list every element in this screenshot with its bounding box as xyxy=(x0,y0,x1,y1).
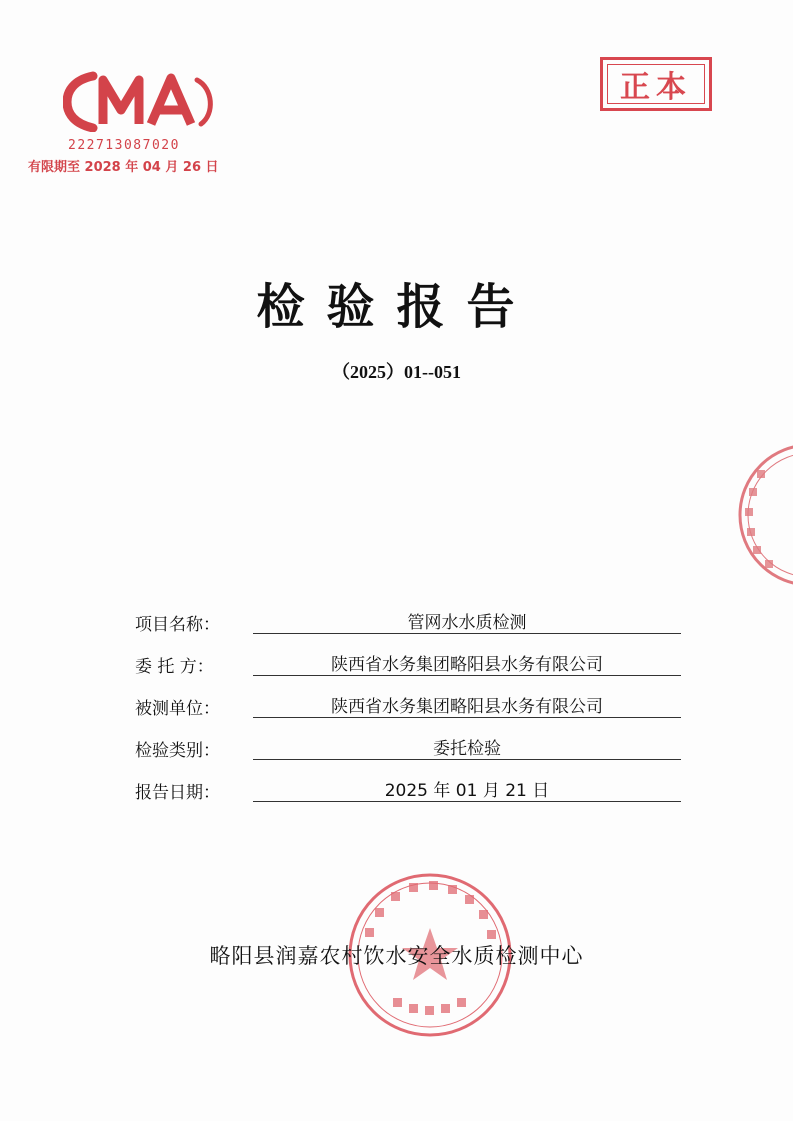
field-row xyxy=(135,726,695,768)
original-copy-text: 正本 xyxy=(620,70,692,105)
field-label: 项目名称： xyxy=(135,615,220,635)
field-label: 被测单位： xyxy=(135,699,220,719)
field-underline xyxy=(253,675,681,676)
field-row xyxy=(135,768,695,810)
cma-validity-text: 有限期至 2028 年 04 月 26 日 xyxy=(28,160,219,175)
organization-name: 略阳县润嘉农村饮水安全水质检测中心 xyxy=(209,944,584,968)
field-label: 检验类别： xyxy=(135,741,220,761)
report-info-fields xyxy=(135,600,695,810)
field-value: 陕西省水务集团略阳县水务有限公司 xyxy=(331,655,603,675)
field-underline xyxy=(253,717,681,718)
field-value: 管网水水质检测 xyxy=(407,613,527,633)
field-underline xyxy=(253,633,681,634)
field-value: 委托检验 xyxy=(433,739,501,759)
field-row xyxy=(135,642,695,684)
field-value: 陕西省水务集团略阳县水务有限公司 xyxy=(331,697,603,717)
page-title: 检验报告 xyxy=(256,279,537,335)
field-label: 报告日期： xyxy=(135,783,220,803)
field-label: 委 托 方： xyxy=(135,657,214,677)
field-underline xyxy=(253,801,681,802)
cma-registration-number: 222713087020 xyxy=(68,138,180,153)
original-copy-stamp xyxy=(600,57,712,111)
field-underline xyxy=(253,759,681,760)
field-value: 2025 年 01 月 21 日 xyxy=(384,781,550,801)
field-row xyxy=(135,684,695,726)
report-number: （2025）01--051 xyxy=(332,362,461,382)
field-row xyxy=(135,600,695,642)
cma-stamp xyxy=(28,70,228,180)
cma-logo-icon xyxy=(63,70,218,132)
edge-seal-icon xyxy=(735,440,793,590)
